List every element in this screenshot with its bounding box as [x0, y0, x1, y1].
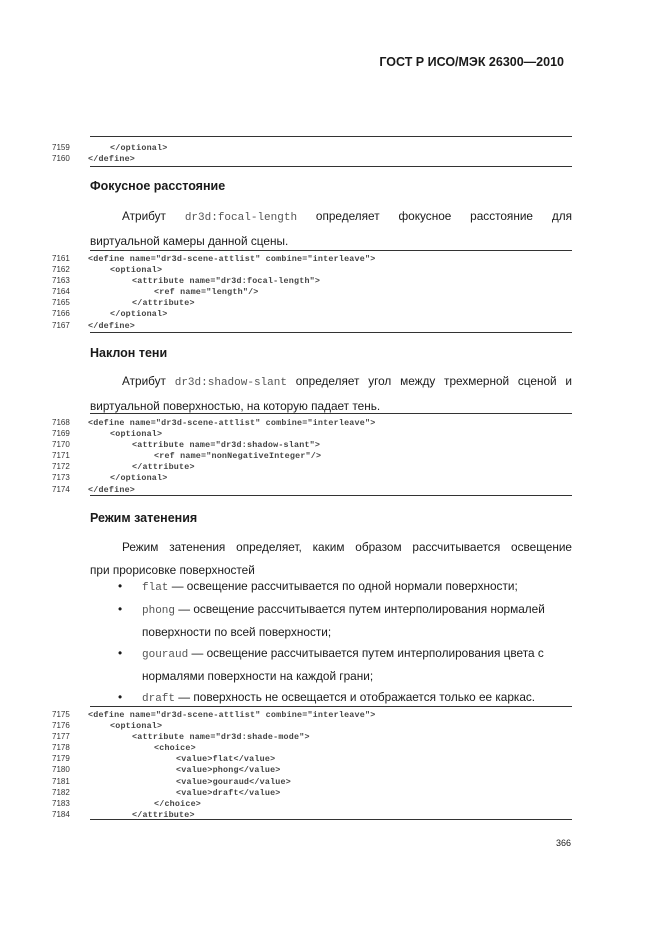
line-number: 7173: [52, 473, 70, 483]
paragraph-focal: [90, 205, 572, 253]
code-text: <ref name="length"/>: [154, 287, 259, 298]
paragraph-line: виртуальной камеры данной сцены.: [90, 234, 289, 248]
code-text: <attribute name="dr3d:shade-mode">: [132, 732, 310, 743]
bullet-list: [118, 576, 572, 710]
mode-code: gouraud: [142, 649, 189, 661]
paragraph-word: Атрибут: [122, 374, 166, 388]
line-number: 7171: [52, 451, 70, 461]
code-text: </choice>: [154, 798, 202, 809]
code-line: [52, 286, 572, 297]
code-text: <define name="dr3d-scene-attlist" combine="interleave">: [88, 710, 376, 720]
code-text: </optional>: [110, 309, 168, 320]
code-line: [52, 308, 572, 319]
line-number: 7182: [52, 787, 70, 797]
line-number: 7170: [52, 440, 70, 450]
rule: [90, 332, 572, 333]
line-number: 7167: [52, 320, 70, 330]
code-line: [52, 320, 572, 331]
line-number: 7181: [52, 776, 70, 786]
line-number: 7163: [52, 276, 70, 286]
mode-code: flat: [142, 582, 169, 594]
line-number: 7178: [52, 743, 70, 753]
line-number: 7168: [52, 418, 70, 427]
code-text: </attribute>: [132, 462, 195, 473]
rule: [90, 166, 572, 167]
section-heading-focal: Фокусное расстояние: [90, 179, 226, 193]
code-text: </optional>: [110, 473, 168, 484]
line-number: 7160: [52, 154, 70, 164]
code-text: <value>phong</value>: [176, 765, 281, 776]
code-line: [52, 720, 572, 731]
rule: [90, 250, 572, 251]
code-block: [52, 417, 572, 495]
code-block: [52, 253, 572, 331]
line-number: 7175: [52, 710, 70, 719]
line-number: 7166: [52, 309, 70, 319]
line-number: 7179: [52, 754, 70, 764]
code-text: <value>draft</value>: [176, 787, 281, 798]
code-line: [52, 439, 572, 450]
line-number: 7177: [52, 732, 70, 742]
line-number: 7161: [52, 254, 70, 263]
line-number: 7165: [52, 298, 70, 308]
code-line: [52, 776, 572, 787]
code-text: <optional>: [110, 429, 163, 440]
code-line: [52, 731, 572, 742]
code-text: </define>: [88, 154, 136, 165]
item-text: — поверхность не освещается и отображается только ее каркас.: [178, 690, 536, 704]
rule: [90, 706, 572, 707]
paragraph-word: Атрибут: [122, 209, 166, 223]
code-line: [52, 472, 572, 483]
code-line: [52, 753, 572, 764]
line-number: 7172: [52, 462, 70, 472]
code-line: [52, 461, 572, 472]
item-text-cont: поверхности по всей поверхности;: [142, 625, 332, 639]
code-block: [52, 709, 572, 820]
item-text: — освещение рассчитывается путем интерполирования нормалей: [178, 602, 545, 616]
code-line: [52, 275, 572, 286]
code-text: <value>flat</value>: [176, 754, 276, 765]
line-number: 7176: [52, 721, 70, 731]
line-number: 7159: [52, 143, 70, 152]
page-number: 366: [556, 838, 572, 848]
code-line: [52, 742, 572, 753]
code-text: </attribute>: [132, 298, 195, 309]
code-line: [52, 764, 572, 775]
code-text: <ref name="nonNegativeInteger"/>: [154, 451, 322, 462]
code-text: <define name="dr3d-scene-attlist" combine="interleave">: [88, 418, 376, 428]
list-item: [118, 643, 572, 687]
paragraph-line: Режим затенения определяет, каким образом рассчитывается освещение: [122, 540, 572, 554]
attribute-code: dr3d:shadow-slant: [174, 377, 287, 389]
code-line: [52, 417, 572, 428]
line-number: 7183: [52, 798, 70, 808]
list-item: [118, 599, 572, 643]
bullet-icon: •: [118, 579, 123, 593]
item-text-cont: нормалями поверхности на каждой грани;: [142, 669, 374, 683]
code-line: [52, 798, 572, 809]
bullet-icon: •: [118, 602, 123, 616]
code-line: [52, 142, 572, 153]
code-line: [52, 450, 572, 461]
standard-header: ГОСТ Р ИСО/МЭК 26300—2010: [379, 55, 564, 69]
line-number: 7162: [52, 265, 70, 275]
mode-code: draft: [142, 693, 176, 705]
code-text: <value>gouraud</value>: [176, 776, 291, 787]
section-heading-shade: Режим затенения: [90, 511, 198, 525]
rule: [90, 819, 572, 820]
code-line: [52, 297, 572, 308]
code-text: </define>: [88, 320, 136, 331]
code-line: [52, 253, 572, 264]
code-text: <define name="dr3d-scene-attlist" combine="interleave">: [88, 254, 376, 264]
paragraph-text: определяет фокусное расстояние для: [315, 209, 572, 223]
paragraph-shadow: [90, 370, 572, 418]
code-text: <attribute name="dr3d:shadow-slant">: [132, 440, 321, 451]
code-text: <optional>: [110, 265, 163, 276]
code-line: [52, 484, 572, 495]
rule: [90, 136, 572, 137]
line-number: 7164: [52, 287, 70, 297]
mode-code: phong: [142, 605, 176, 617]
code-line: [52, 264, 572, 275]
paragraph-text: определяет угол между трехмерной сценой и: [295, 374, 572, 388]
code-text: <optional>: [110, 721, 163, 732]
line-number: 7184: [52, 809, 70, 819]
paragraph-line: виртуальной поверхностью, на которую падает тень.: [90, 399, 381, 413]
code-text: <choice>: [154, 743, 196, 754]
rule: [90, 495, 572, 496]
rule: [90, 413, 572, 414]
item-text: — освещение рассчитывается по одной нормали поверхности;: [171, 579, 518, 593]
code-block: [52, 142, 572, 164]
code-line: [52, 428, 572, 439]
line-number: 7174: [52, 484, 70, 494]
code-text: <attribute name="dr3d:focal-length">: [132, 276, 321, 287]
code-text: </attribute>: [132, 809, 195, 820]
list-item: [118, 576, 572, 599]
attribute-code: dr3d:focal-length: [184, 212, 298, 224]
paragraph-line: при прорисовке поверхностей: [90, 563, 255, 577]
code-line: [52, 787, 572, 798]
code-text: </define>: [88, 484, 136, 495]
bullet-icon: •: [118, 646, 123, 660]
code-line: [52, 709, 572, 720]
code-text: </optional>: [110, 143, 168, 153]
line-number: 7169: [52, 429, 70, 439]
bullet-icon: •: [118, 690, 123, 704]
code-line: [52, 153, 572, 164]
line-number: 7180: [52, 765, 70, 775]
section-heading-shadow: Наклон тени: [90, 346, 168, 360]
item-text: — освещение рассчитывается путем интерполирования цвета с: [191, 646, 544, 660]
